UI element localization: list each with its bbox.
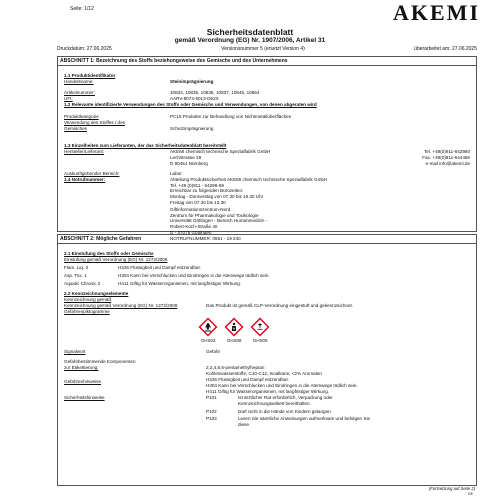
ufi-value: AARV-8074-5013-D52X [170,96,219,101]
hazard-statements-label: Gefahrenhinweise [64,379,102,384]
hazard-components-label-b: zur Etikettierung: [64,365,99,370]
product-category-value: PC15 Produkte zur Behandlung von Nichtmetalloberflächen [170,114,292,119]
signal-word-value: Gefahr [206,349,221,354]
subsection-2-2-title: 2.2 Kennzeichnungselemente [64,291,129,296]
section-2-title: ABSCHNITT 2: Mögliche Gefahren [60,236,142,242]
precaution-code: P103 [206,416,217,421]
subsection-1-2-title: 1.2 Relevante identifizierte Verwendungen des Stoffs oder Gemischs und Verwendungen, von denen abgeraten wird [64,102,317,107]
hazard-statement-line: H411 Giftig für Wasserorganismen, mit langfristiger Wirkung. [206,389,330,394]
section-2 [57,234,477,486]
subsection-1-1-title: 1.1 Produktidentifikator [64,73,116,78]
usage-label: Verwendung des Stoffes / des Gemisches [64,120,125,131]
continued-note: (Fortsetzung auf Seite 2) [428,486,475,491]
brand-name: AKEMI [393,0,480,25]
emergency-contact-block [170,177,327,206]
labelling-regulation-label: Kennzeichnung gemäß [64,297,112,302]
document-meta [57,46,477,52]
emergency-line: Montag - Donnerstag von 07.30 bis 16.30 Uhr [170,194,264,200]
manufacturer-street: Lechstrasse 28 [170,155,202,160]
hazard-statement: H411 Giftig für Wasserorganismen, mit langfristiger Wirkung. [118,281,242,286]
poison-center-line: D - 37075 Göttingen [170,229,212,235]
subsection-1-3-title: 1.3 Einzelheiten zum Lieferanten, der das Sicherheitsdatenblatt bereitstellt [64,143,227,148]
emergency-line: Tel. +49 (0)911 - 64296-59 [170,182,224,188]
info-department-label: Auskunftgebender Bereich: [64,171,120,176]
section-divider [58,243,476,244]
hazard-class: Aquatic Chronic 2 [64,281,101,286]
pictograms-label: Gefahrenpiktogramme [64,309,110,314]
print-date: Druckdatum: 27.06.2025 [57,46,112,52]
hazard-class: Flam. Liq. 3 [64,265,88,270]
labelling-statement: Das Produkt ist gemäß CLP-Verordnung eingestuft und gekennzeichnet. [206,303,354,308]
version-number: Versionsnummer 5 (ersetzt Version 4) [221,46,305,52]
page-number: Seite: 1/12 [70,6,94,12]
emergency-line: Erreichbar zu folgenden Bürozeiten: [170,188,244,194]
precaution-text: Kennzeichnungsetikett bereithalten. [238,401,311,406]
section-divider [58,65,476,66]
manufacturer-phone: Tel. +49(0)911-642960 [423,149,470,154]
hazard-class: Asp. Tox. 1 [64,273,87,278]
hazard-components-label: Gefahrbestimmende Komponenten [64,359,136,364]
classification-regulation: Einstufung gemäß Verordnung (EG) Nr. 1272/2008 [64,257,168,262]
tradename-value: Steinimprägnierung [170,79,214,84]
manufacturer-email: e-mail info@akemi.de [425,161,470,166]
precaution-text: Ist ärztlicher Rat erforderlich, Verpackung oder [238,395,333,400]
manufacturer-city: D 90451 Nürnberg [170,161,208,166]
hazard-component: 2,2,4,6,6-pentamethylheptan [206,365,265,370]
manufacturer-label: Hersteller/Lieferant: [64,149,105,154]
article-number-value: 10834, 10835, 10836, 10837, 10845, 10864 [170,90,260,95]
precaution-text: Lesen Sie sämtliche Anweisungen aufmerksam und befolgen Sie [238,416,371,421]
manufacturer-fax: Fax. +49(0)911-644456 [422,155,470,160]
labelling-regulation: Kennzeichnung gemäß Verordnung (EG) Nr. 1272/2008 [64,303,178,308]
emergency-line: Abteilung Produktsicherheit AKEMI chemisch technische Spezialfabrik GmbH [170,177,328,182]
language-code: DE [468,492,473,496]
document-subtitle: gemäß Verordnung (EG) Nr. 1907/2006, Artikel 31 [174,37,326,44]
usage-value: Schutzimprägnierung [170,126,214,131]
poison-center-line: NOTRUFNUMMER: 0551 - 19 240 [170,235,241,241]
hazard-statement-line: H226 Flüssigkeit und Dampf entzündbar. [206,377,289,382]
precaution-text: diese. [238,422,251,427]
info-department-value: Labor [170,171,182,176]
environment-hazard-icon [250,317,270,337]
ghs-code: GHS09 [253,338,268,343]
ufi-label: UFI: [64,96,73,101]
hazard-statement-line: H304 Kann bei Verschlucken und Eindringen in die Atemwege tödlich sein. [206,383,358,388]
product-category-label: Produktkategorie [64,114,99,119]
precaution-label: Sicherheitshinweise [64,395,105,400]
hazard-statement: H304 Kann bei Verschlucken und Eindringen in die Atemwege tödlich sein. [118,273,270,278]
tradename-label: Handelsname: [64,79,94,84]
akemi-logo [393,0,480,25]
section-1-title: ABSCHNITT 1: Bezeichnung des Stoffs beziehungsweise des Gemischs und des Unternehmens [60,58,288,64]
flame-icon [198,317,218,337]
emergency-line: Freitag von 07.30 bis 13.30 [170,199,226,205]
hazard-component: Kohlenwasserstoffe, C10-C12, Isoalkane, <2% Aromaten [206,371,322,376]
poison-center-line: Giftinformationszentrum-Nord [170,207,231,212]
hazard-statement: H226 Flüssigkeit und Dampf entzündbar. [118,265,201,270]
ghs-code: GHS08 [227,338,242,343]
signal-word-label: Signalwort [64,349,86,354]
subsection-2-1-title: 2.1 Einstufung des Stoffs oder Gemischs [64,251,154,256]
manufacturer-name: AKEMI chemisch technische Spezialfabrik GmbH [170,149,271,154]
poison-center-line: Robert-Koch-Straße 40 [170,224,218,230]
document-title: Sicherheitsdatenblatt [206,27,294,37]
subsection-1-4-title: 1.4 Notrufnummer: [64,177,106,182]
poison-center-line: Zentrum für Pharmakologie und Toxikologie [170,212,259,218]
revision-date: überarbeitet am: 27.06.2025 [414,46,477,52]
precaution-code: P102 [206,409,217,414]
precaution-text: Darf nicht in die Hände von Kindern gelangen. [238,409,332,414]
ghs-code: GHS02 [201,338,216,343]
article-number-label: Artikelnummer: [64,90,95,95]
poison-center-line: Universität Göttingen - Bereich Humanmedizin - [170,218,268,224]
health-hazard-icon [224,317,244,337]
precaution-code: P101 [206,395,217,400]
